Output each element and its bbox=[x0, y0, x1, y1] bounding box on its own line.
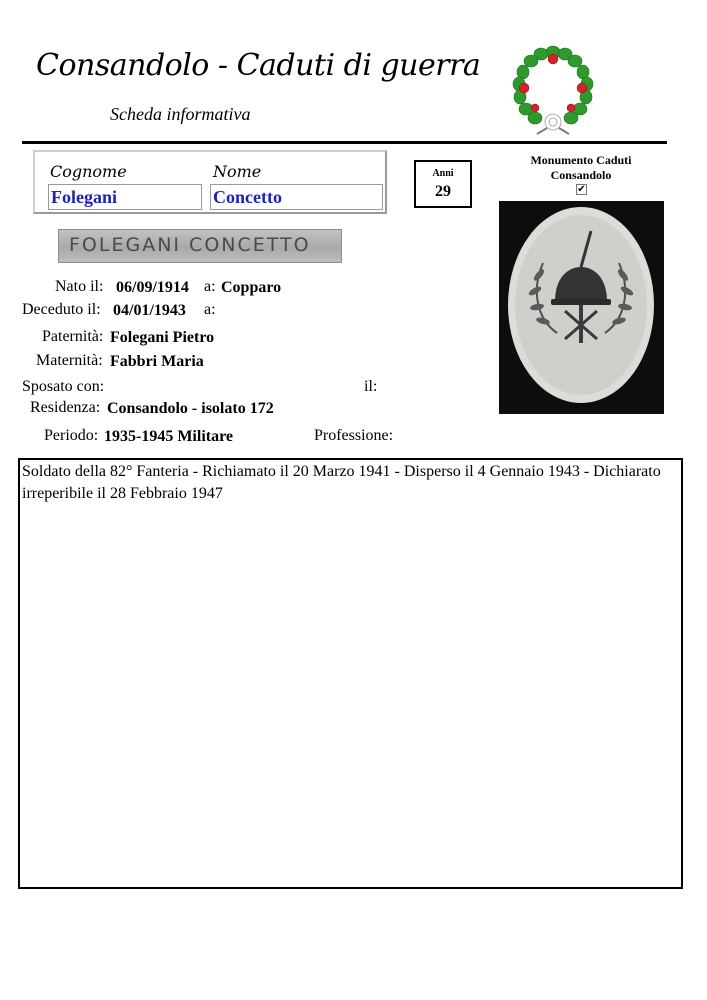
nome-label: Nome bbox=[213, 162, 262, 181]
monument-photo bbox=[499, 201, 664, 414]
mother-name: Fabbri Maria bbox=[110, 353, 204, 370]
mother-label: Maternità: bbox=[36, 352, 103, 369]
born-place-label: a: bbox=[204, 278, 216, 295]
cognome-label: Cognome bbox=[50, 162, 127, 181]
died-label: Deceduto il: bbox=[22, 301, 101, 318]
page-subtitle: Scheda informativa bbox=[110, 104, 251, 124]
period-value: 1935-1945 Militare bbox=[104, 428, 234, 445]
profession-label: Professione: bbox=[314, 427, 394, 444]
header-divider bbox=[22, 141, 667, 144]
marriage-date-label: il: bbox=[364, 378, 378, 395]
cognome-field[interactable]: Folegani bbox=[48, 184, 202, 210]
age-box bbox=[414, 160, 472, 208]
born-label: Nato il: bbox=[55, 278, 104, 295]
residence-value: Consandolo - isolato 172 bbox=[107, 400, 274, 417]
period-label: Periodo: bbox=[44, 427, 99, 444]
notes-box[interactable]: Soldato della 82° Fanteria - Richiamato il 20 Marzo 1941 - Disperso il 4 Gennaio 1943 - Dichiarato irreperibile il 28 Febbraio 1947 bbox=[18, 458, 683, 889]
born-place: Copparo bbox=[221, 279, 282, 296]
page-title: Consandolo - Caduti di guerra bbox=[36, 48, 481, 83]
born-date: 06/09/1914 bbox=[116, 279, 189, 296]
nome-field[interactable]: Concetto bbox=[210, 184, 383, 210]
father-name: Folegani Pietro bbox=[110, 329, 215, 346]
age-value: 29 bbox=[435, 183, 451, 200]
residence-label: Residenza: bbox=[30, 399, 101, 416]
died-place-label: a: bbox=[204, 301, 216, 318]
checkmark-icon: ✔ bbox=[577, 184, 586, 195]
laurel-wreath-icon bbox=[507, 42, 599, 136]
name-plaque: FOLEGANI CONCETTO bbox=[58, 229, 342, 263]
died-date: 04/01/1943 bbox=[113, 302, 186, 319]
name-section bbox=[33, 150, 387, 214]
monument-label: Monumento Caduti Consandolo bbox=[530, 153, 632, 182]
monument-checkbox[interactable] bbox=[576, 184, 587, 195]
father-label: Paternità: bbox=[42, 328, 104, 345]
spouse-label: Sposato con: bbox=[22, 378, 105, 395]
age-label: Anni bbox=[432, 168, 454, 179]
